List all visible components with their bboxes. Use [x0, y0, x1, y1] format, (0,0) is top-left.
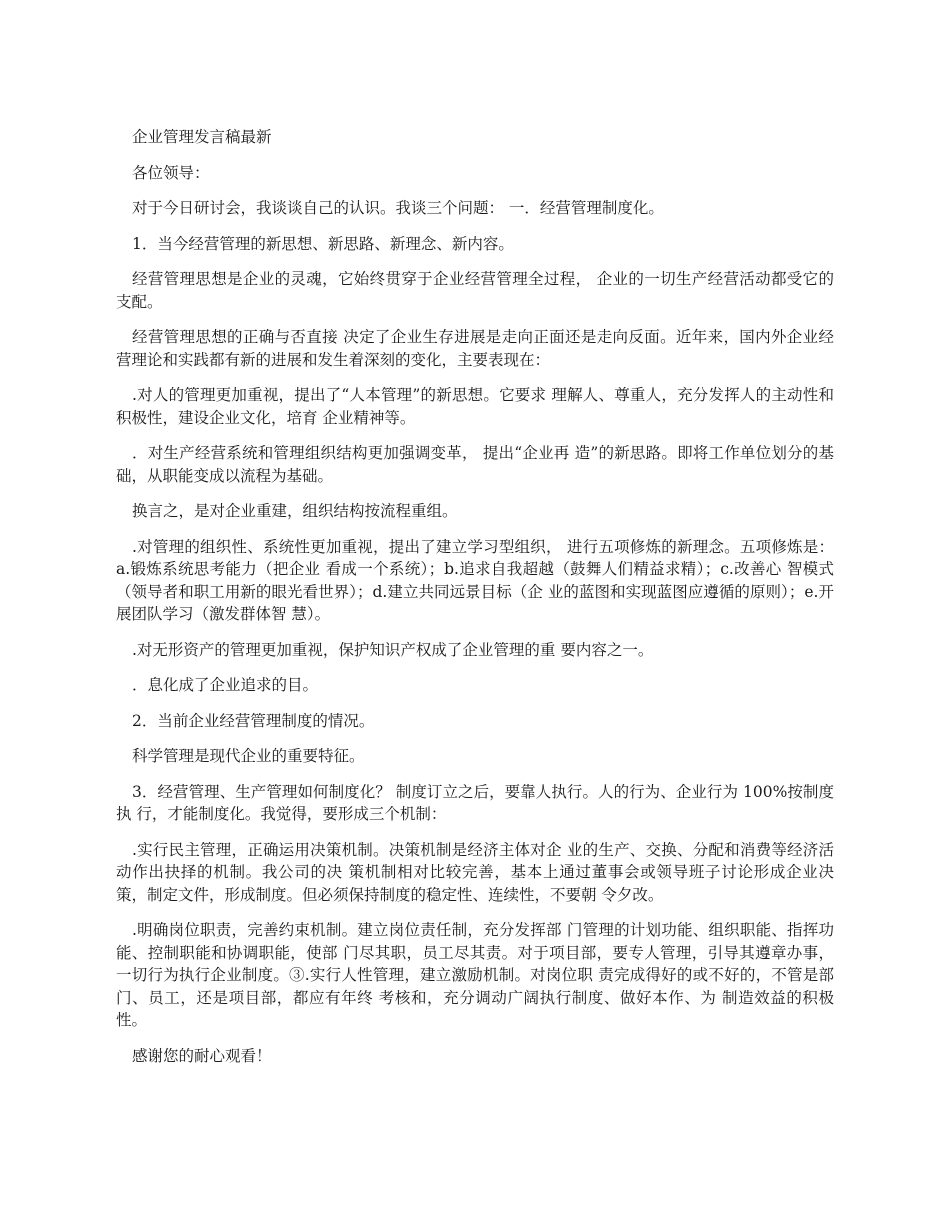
paragraph: 科学管理是现代企业的重要特征。: [132, 747, 365, 765]
paragraph-intro: 对于今日研讨会，我谈谈自己的认识。我谈三个问题： 一．经营管理制度化。: [132, 199, 664, 217]
document-title: 企业管理发言稿最新: [132, 128, 272, 146]
paragraph-salutation: 各位领导：: [132, 163, 210, 182]
paragraph-heading-3: 3．经营管理、生产管理如何制度化？ 制度订立之后，要靠人执行。人的行为、企业行为 100%按制度执 行，才能制度化。我觉得，要形成三个机制：: [116, 782, 834, 823]
document-body: [116, 126, 834, 1080]
paragraph: .对管理的组织性、系统性更加重视，提出了建立学习型组织， 进行五项修炼的新理念。五项修炼是：a.锻炼系统思考能力（把企业 看成一个系统）；b.追求自我超越（鼓舞人们精益求精）；c.改善心 智模式（领导者和职工用新的眼光看世界）；d.建立共同远景目标（企 业的蓝图和实现蓝图应遵循的原则）；e.开展团队学习（激发群体智 慧）。: [116, 537, 834, 623]
paragraph: .明确岗位职责，完善约束机制。建立岗位责任制，充分发挥部 门管理的计划功能、组织职能、指挥功能、控制职能和协调职能，使部 门尽其职，员工尽其责。对于项目部，要专人管理，引导其遵章办事， 一切行为执行企业制度。③.实行人性管理，建立激励机制。对岗位职 责完成得好的或不好的，不管是部门、员工，还是项目部，都应有年终 考核和，充分调动广阔执行制度、做好本作、为 制造效益的积极性。: [116, 921, 834, 1029]
paragraph: ．息化成了企业追求的目。: [132, 676, 319, 694]
paragraph-heading-1: 1．当今经营管理的新思想、新思路、新理念、新内容。: [132, 234, 514, 253]
paragraph-closing: 感谢您的耐心观看！: [132, 1046, 272, 1065]
paragraph: 经营管理思想是企业的灵魂，它始终贯穿于企业经营管理全过程， 企业的一切生产经营活动都受它的支配。: [116, 270, 834, 311]
paragraph: 经营管理思想的正确与否直接 决定了企业生存进展是走向正面还是走向反面。近年来，国内外企业经 营理论和实践都有新的进展和发生着深刻的变化，主要表现在：: [116, 328, 834, 369]
paragraph: .对无形资产的管理更加重视，保护知识产权成了企业管理的重 要内容之一。: [132, 640, 654, 659]
paragraph: .实行民主管理，正确运用决策机制。决策机制是经济主体对企 业的生产、交换、分配和消费等经济活动作出抉择的机制。我公司的决 策机制相对比较完善，基本上通过董事会或领导班子讨论形成企业决 策，制定文件，形成制度。但必须保持制度的稳定性、连续性，不要朝 令夕改。: [116, 840, 834, 904]
paragraph: 换言之，是对企业重建，组织结构按流程重组。: [132, 502, 458, 520]
paragraph: ．对生产经营系统和管理组织结构更加强调变革， 提出“企业再 造”的新思路。即将工作单位划分的基础，从职能变成以流程为基础。: [116, 444, 834, 485]
paragraph: .对人的管理更加重视，提出了“人本管理”的新思想。它要求 理解人、尊重人，充分发挥人的主动性和积极性，建设企业文化，培育 企业精神等。: [116, 386, 834, 427]
paragraph-heading-2: 2．当前企业经营管理制度的情况。: [132, 711, 375, 730]
